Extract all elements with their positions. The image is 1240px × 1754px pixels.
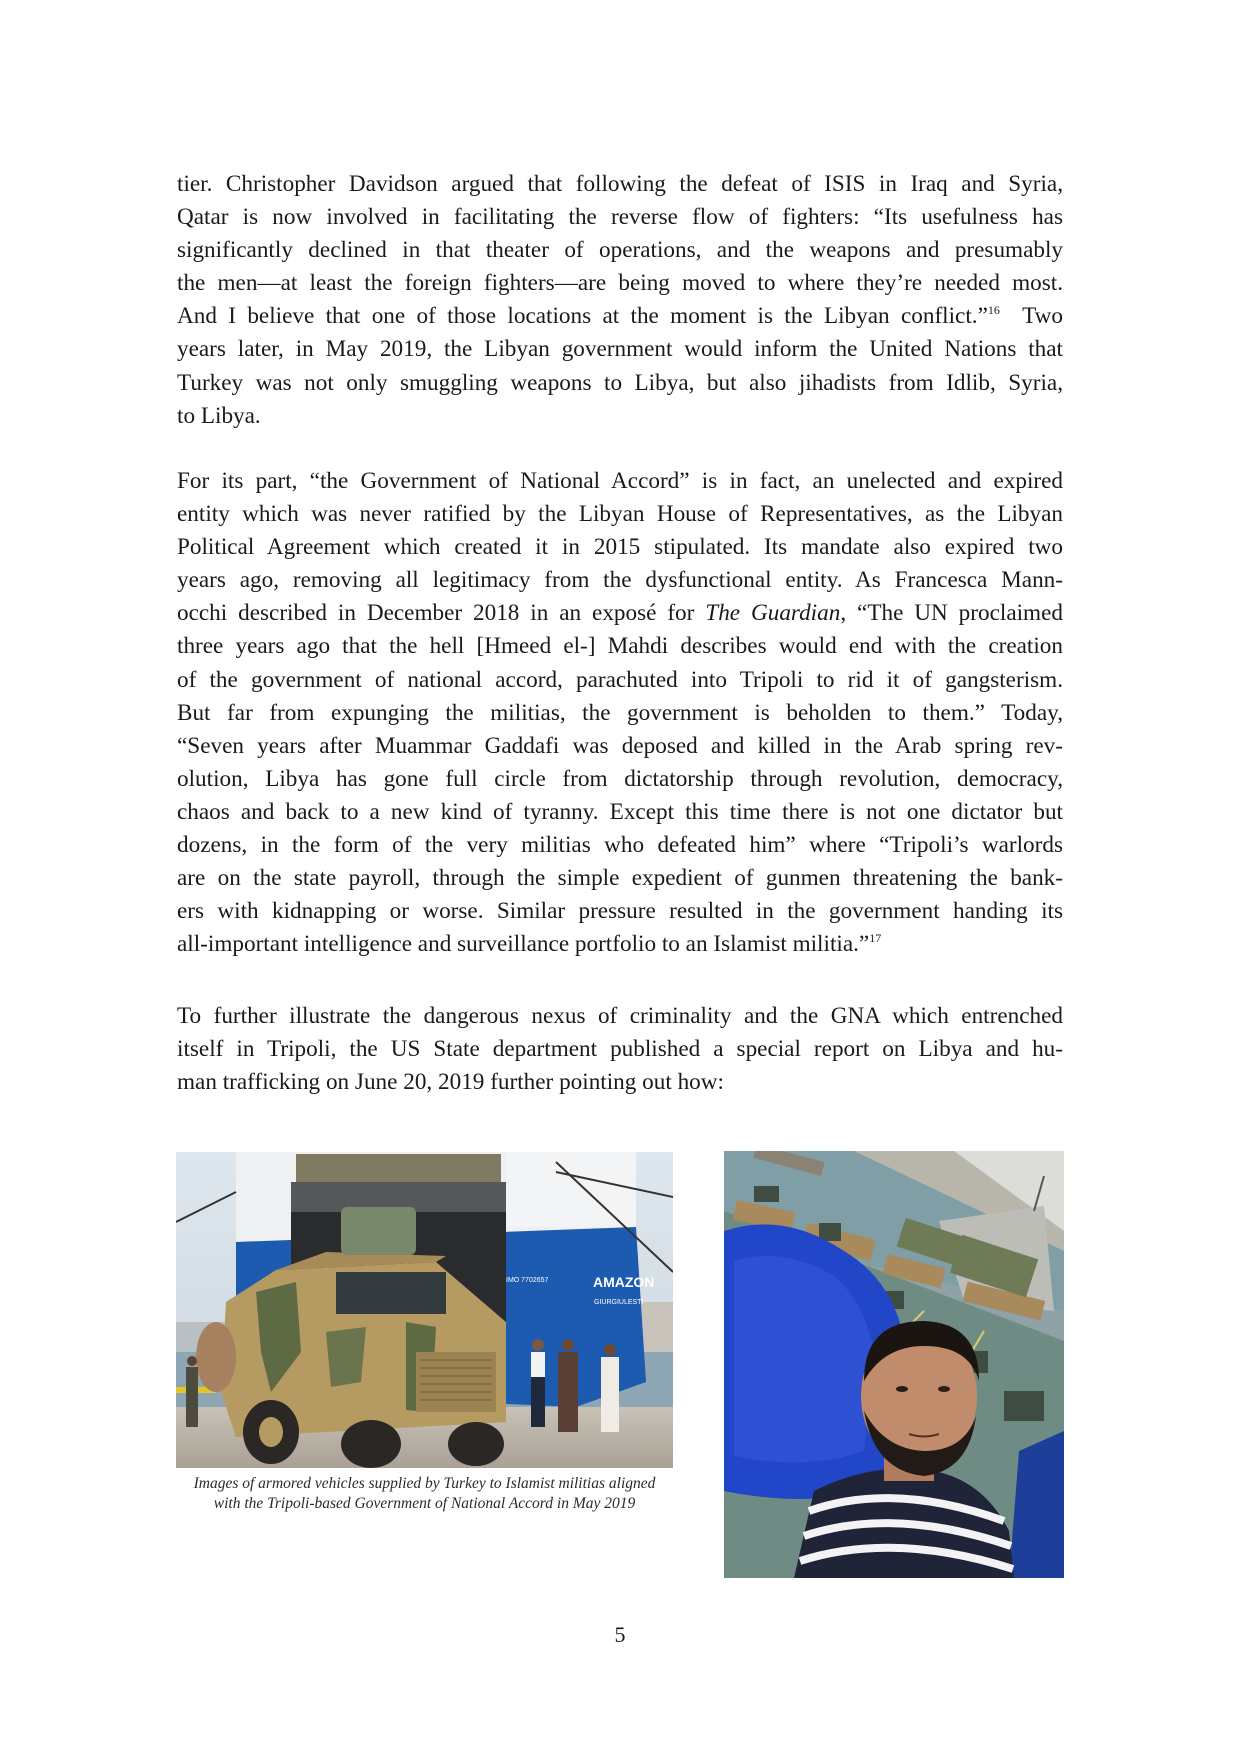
armored-vehicle-image	[176, 1152, 673, 1468]
text-line: To further illustrate the dangerous nexus of criminality and the GNA which entrenched	[177, 1003, 1063, 1029]
text-segment: all-important intelligence and surveillance portfolio to an Islamist militia.”	[177, 931, 870, 958]
text-line: dozens, in the form of the very militias who defeated him” where “Tripoli’s warlords	[177, 832, 1063, 859]
text-line: “Seven years after Muammar Gaddafi was deposed and killed in the Arab spring rev-	[177, 732, 1063, 759]
paragraph-3	[177, 1000, 1063, 1099]
caption-line: with the Tripoli-based Government of National Accord in May 2019	[213, 1494, 636, 1512]
ship-deck-selfie-photo	[724, 1151, 1064, 1578]
text-segment: , “The UN proclaimed	[840, 600, 1063, 627]
text-line: entity which was never ratified by the Libyan House of Representatives, as the Libyan	[177, 501, 1063, 528]
text-line: For its part, “the Government of National Accord” is in fact, an unelected and expired	[177, 468, 1063, 494]
paragraph-2	[177, 465, 1063, 961]
footnote-ref-16[interactable]: 16	[987, 303, 1000, 318]
armored-vehicle-photo	[176, 1152, 673, 1468]
text-line	[177, 597, 1063, 630]
ship-imo-label: IMO 7702657	[506, 1277, 549, 1284]
text-line: three years ago that the hell [Hmeed el-] Mahdi describes would end with the creation	[177, 633, 1063, 660]
text-line	[177, 928, 1063, 961]
text-line: Qatar is now involved in facilitating the reverse flow of fighters: “Its usefulness has	[177, 204, 1063, 231]
text-line: olution, Libya has gone full circle from dictatorship through revolution, democracy,	[177, 765, 1063, 792]
text-line: the men—at least the foreign fighters—are being moved to where they’re needed most.	[177, 270, 1063, 297]
text-line: Political Agreement which created it in 2015 stipulated. Its mandate also expired two	[177, 534, 1063, 561]
text-line: years ago, removing all legitimacy from the dysfunctional entity. As Francesca Mann-	[177, 567, 1063, 594]
text-line: itself in Tripoli, the US State department published a special report on Libya and hu-	[177, 1036, 1063, 1063]
page-number: 5	[614, 1622, 626, 1647]
body-text	[177, 168, 1063, 433]
ship-deck-selfie-image	[724, 1151, 1064, 1578]
text-segment: Two	[999, 303, 1063, 330]
ship-name-label: AMAZON	[593, 1274, 655, 1290]
text-line: But far from expunging the militias, the government is beholden to them.” Today,	[177, 699, 1063, 726]
text-line: tier. Christopher Davidson argued that following the defeat of ISIS in Iraq and Syria,	[177, 171, 1063, 197]
caption-line: Images of armored vehicles supplied by Turkey to Islamist militias aligned	[193, 1475, 656, 1492]
text-segment: occhi described in December 2018 in an exposé for	[177, 600, 706, 627]
text-line: Turkey was not only smuggling weapons to Libya, but also jihadists from Idlib, Syria,	[177, 369, 1063, 396]
text-segment: And I believe that one of those locations at the moment is the Libyan conflict.”	[177, 303, 988, 330]
text-line: to Libya.	[177, 402, 261, 429]
publication-title: The Guardian	[705, 600, 841, 627]
ship-port-label: GIURGIULESTI	[594, 1299, 644, 1306]
body-text	[177, 1000, 1063, 1099]
text-line: are on the state payroll, through the simple expedient of gunmen threatening the bank-	[177, 865, 1063, 892]
text-line	[177, 300, 1063, 333]
body-text	[177, 465, 1063, 961]
text-line: significantly declined in that theater of operations, and the weapons and presumably	[177, 237, 1063, 264]
text-line: man trafficking on June 20, 2019 further pointing out how:	[177, 1069, 724, 1096]
paragraph-1	[177, 168, 1063, 433]
text-line: of the government of national accord, parachuted into Tripoli to rid it of gangsterism.	[177, 666, 1063, 693]
text-line: chaos and back to a new kind of tyranny. Except this time there is not one dictator but	[177, 798, 1063, 825]
text-line: ers with kidnapping or worse. Similar pressure resulted in the government handing its	[177, 898, 1063, 925]
text-line: years later, in May 2019, the Libyan government would inform the United Nations that	[177, 336, 1063, 363]
figure-caption	[176, 1474, 673, 1513]
footnote-ref-17[interactable]: 17	[869, 931, 882, 946]
